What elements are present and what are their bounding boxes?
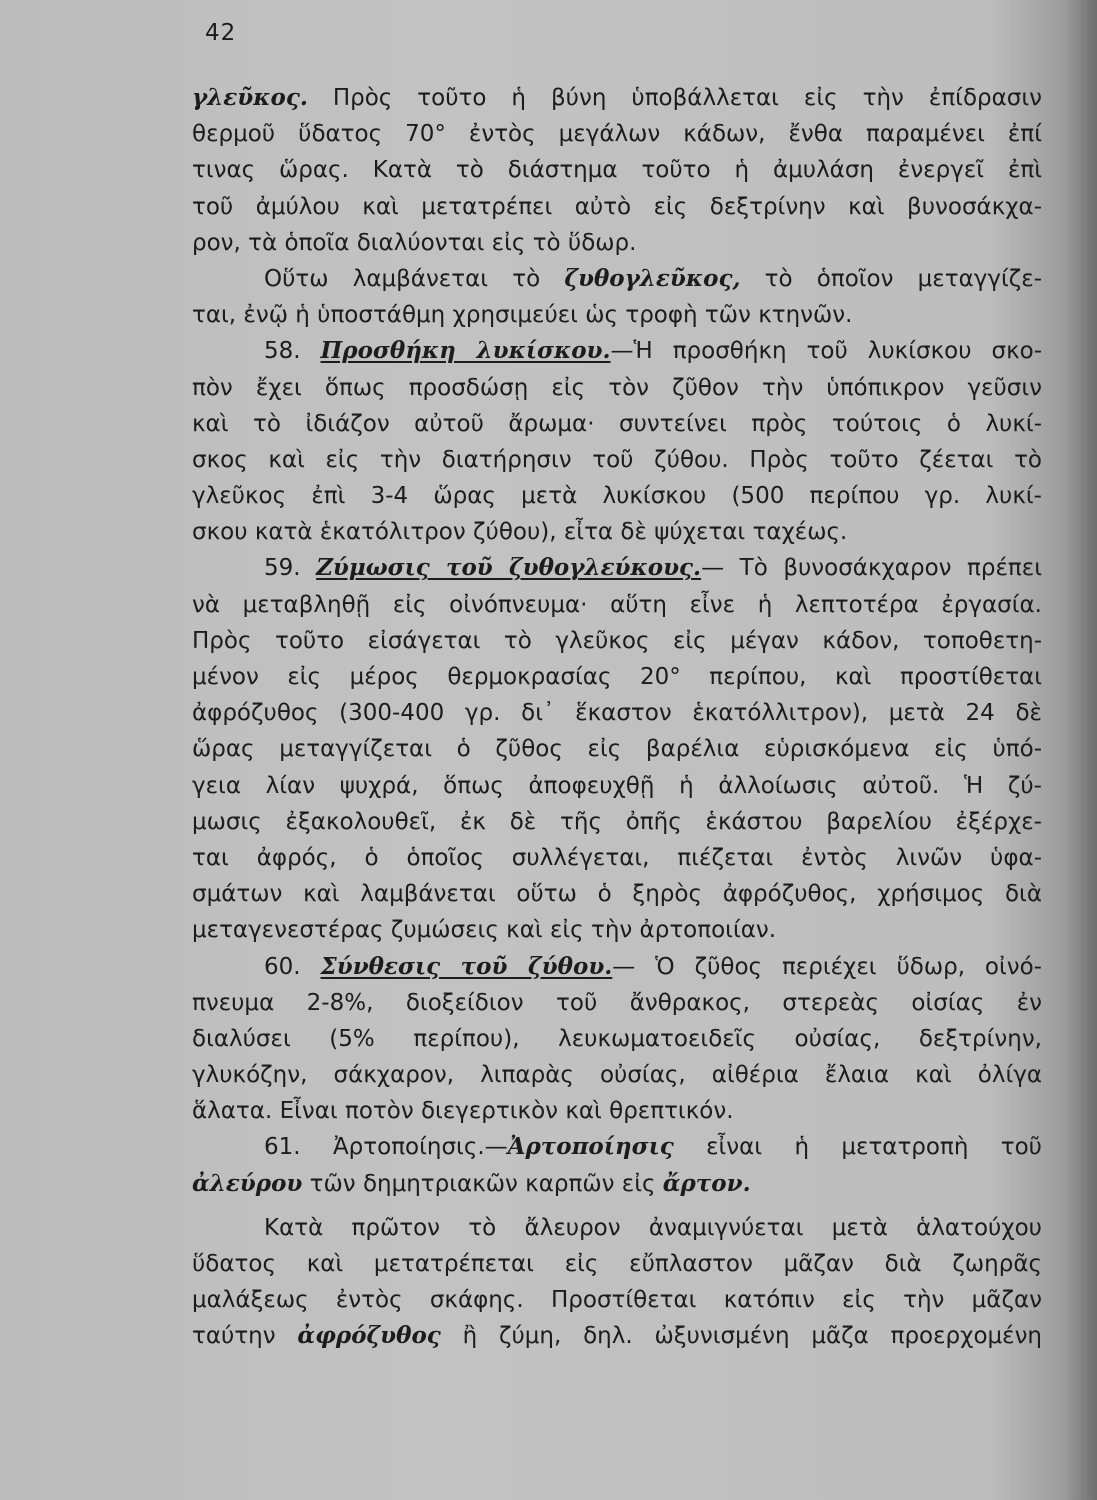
- text-run: θερμοῦ ὕδατος 70° ἐντὸς μεγάλων κάδων, ἔνθα παραμένει ἐπί: [192, 121, 1042, 148]
- text-run: μωσις ἐξακολουθεῖ, ἐκ δὲ τῆς ὀπῆς ἑκάστου βαρελίου ἐξέρχε-: [192, 808, 1042, 835]
- text-line: [192, 1210, 1042, 1246]
- emphasis-text: ἀλεύρου: [192, 1169, 303, 1197]
- text-run: ται ἀφρός, ὁ ὁποῖος συλλέγεται, πιέζεται ἐντὸς λινῶν ὑφα-: [192, 844, 1042, 871]
- text-run: τῶν δημητριακῶν καρπῶν εἰς: [302, 1170, 663, 1197]
- text-run: ρον, τὰ ὁποῖα διαλύονται εἰς τὸ ὕδωρ.: [192, 229, 637, 256]
- text-run: 58.: [264, 338, 321, 365]
- text-line: [192, 768, 1042, 804]
- text-line: [192, 1166, 1042, 1202]
- emphasis-text: ἀφρόζυθος: [297, 1322, 441, 1350]
- text-run: καὶ τὸ ἰδιάζον αὐτοῦ ἄρωμα· συντείνει πρὸς τούτοις ὁ λυκί-: [192, 410, 1042, 437]
- text-line: [192, 370, 1042, 406]
- body-text: [192, 80, 1042, 1355]
- text-run: σμάτων καὶ λαμβάνεται οὕτω ὁ ξηρὸς ἀφρόζυθος, χρήσιμος διὰ: [192, 881, 1042, 908]
- emphasis-text: Σύνθεσις τοῦ ζύθου.: [320, 952, 613, 980]
- text-line: [192, 550, 1042, 586]
- emphasis-text: ζυθογλεῦκος,: [564, 264, 741, 292]
- paragraph: [192, 333, 1042, 550]
- emphasis-text: Προσθήκη λυκίσκου.: [320, 337, 611, 365]
- paragraph: [192, 80, 1042, 261]
- paragraph: [192, 1210, 1042, 1355]
- page-number: 42: [205, 20, 237, 46]
- text-run: τοῦ ἀμύλου καὶ μετατρέπει αὐτὸ εἰς δεξτρίνην καὶ βυνοσάκχα-: [192, 193, 1042, 220]
- text-line: [192, 695, 1042, 731]
- text-run: σκος καὶ εἰς τὴν διατήρησιν τοῦ ζύθου. Πρὸς τοῦτο ζέεται τὸ: [192, 446, 1042, 473]
- text-run: ὥρας μεταγγίζεται ὁ ζῦθος εἰς βαρέλια εὑρισκόμενα εἰς ὑπό-: [192, 736, 1042, 763]
- text-run: Πρὸς τοῦτο εἰσάγεται τὸ γλεῦκος εἰς μέγαν κάδον, τοποθετη-: [192, 627, 1042, 654]
- text-line: [192, 261, 1042, 297]
- text-line: [192, 80, 1042, 116]
- text-line: [192, 1093, 1042, 1129]
- text-line: [192, 587, 1042, 623]
- text-run: Πρὸς τοῦτο ἡ βύνη ὑποβάλλεται εἰς τὴν ἐπίδρασιν: [307, 85, 1042, 111]
- text-line: [192, 949, 1042, 985]
- text-line: [192, 1246, 1042, 1282]
- text-run: ἢ ζύμη, δηλ. ὠξυνισμένη μᾶζα προερχομένη: [440, 1323, 1043, 1350]
- emphasis-text: ἄρτον.: [662, 1169, 751, 1197]
- emphasis-text: Ἀρτοποίησις: [507, 1133, 674, 1161]
- text-run: μεταγενεστέρας ζυμώσεις καὶ εἰς τὴν ἀρτοποιίαν.: [192, 917, 777, 944]
- text-line: [192, 478, 1042, 514]
- text-line: [192, 225, 1042, 261]
- text-line: [192, 659, 1042, 695]
- text-run: — Τὸ βυνοσάκχαρον πρέπει: [701, 555, 1042, 582]
- paragraph: [192, 550, 1042, 948]
- text-run: Οὕτω λαμβάνεται τὸ: [264, 265, 565, 292]
- text-line: [192, 1318, 1042, 1354]
- paragraph: [192, 1129, 1042, 1201]
- text-line: [192, 912, 1042, 948]
- text-run: ται, ἐνῷ ἡ ὑποστάθμη χρησιμεύει ὡς τροφὴ τῶν κτηνῶν.: [192, 302, 853, 329]
- text-run: μένον εἰς μέρος θερμοκρασίας 20° περίπου, καὶ προστίθεται: [192, 664, 1042, 690]
- text-line: [192, 442, 1042, 478]
- text-run: πνευμα 2-8%, διοξείδιον τοῦ ἄνθρακος, στερεὰς οἰσίας ἐν: [192, 989, 1042, 1016]
- text-line: [192, 152, 1042, 188]
- text-line: [192, 1282, 1042, 1318]
- text-run: ὕδατος καὶ μετατρέπεται εἰς εὔπλαστον μᾶζαν διὰ ζωηρᾶς: [192, 1251, 1042, 1277]
- text-line: [192, 623, 1042, 659]
- text-line: [192, 985, 1042, 1021]
- emphasis-text: γλεῦκος.: [192, 84, 308, 111]
- text-run: τὸ ὁποῖον μεταγγίζε-: [740, 265, 1042, 292]
- paragraph-gap: [192, 1202, 1042, 1210]
- text-line: [192, 876, 1042, 912]
- text-run: 60.: [264, 953, 321, 980]
- text-line: [192, 804, 1042, 840]
- paragraph: [192, 949, 1042, 1130]
- text-run: πὸν ἔχει ὅπως προσδώσῃ εἰς τὸν ζῦθον τὴν ὑπόπικρον γεῦσιν: [192, 374, 1042, 401]
- text-line: [192, 189, 1042, 225]
- text-run: — Ὁ ζῦθος περιέχει ὕδωρ, οἰνό-: [612, 953, 1042, 980]
- text-run: νὰ μεταβληθῇ εἰς οἰνόπνευμα· αὕτη εἶνε ἡ λεπτοτέρα ἐργασία.: [192, 591, 1042, 618]
- text-line: [192, 514, 1042, 550]
- text-run: μαλάξεως ἐντὸς σκάφης. Προστίθεται κατόπιν εἰς τὴν μᾶζαν: [192, 1287, 1042, 1314]
- text-run: γλεῦκος ἐπὶ 3-4 ὥρας μετὰ λυκίσκου (500 περίπου γρ. λυκί-: [192, 483, 1042, 510]
- text-run: Κατὰ πρῶτον τὸ ἄλευρον ἀναμιγνύεται μετὰ ἁλατούχου: [264, 1214, 1042, 1241]
- text-line: [192, 1021, 1042, 1057]
- text-run: διαλύσει (5% περίπου), λευκωματοειδεῖς οὐσίας, δεξτρίνην,: [192, 1025, 1042, 1052]
- text-run: γεια λίαν ψυχρά, ὅπως ἀποφευχθῇ ἡ ἀλλοίωσις αὐτοῦ. Ἡ ζύ-: [192, 772, 1042, 799]
- text-run: ἀφρόζυθος (300-400 γρ. δι᾽ ἕκαστον ἑκατόλλιτρον), μετὰ 24 δὲ: [192, 700, 1042, 727]
- text-run: ἅλατα. Εἶναι ποτὸν διεγερτικὸν καὶ θρεπτικόν.: [192, 1098, 734, 1125]
- text-run: 61. Ἀρτοποίησις.—: [264, 1134, 508, 1161]
- paragraph: [192, 261, 1042, 333]
- text-line: [192, 1057, 1042, 1093]
- text-run: 59.: [264, 555, 317, 582]
- text-line: [192, 116, 1042, 152]
- text-line: [192, 297, 1042, 333]
- text-run: ταύτην: [192, 1323, 298, 1350]
- text-line: [192, 333, 1042, 369]
- text-run: γλυκόζην, σάκχαρον, λιπαρὰς οὐσίας, αἰθέρια ἔλαια καὶ ὀλίγα: [192, 1062, 1042, 1089]
- text-run: —Ἡ προσθήκη τοῦ λυκίσκου σκο-: [610, 338, 1042, 365]
- text-line: [192, 840, 1042, 876]
- text-run: τινας ὥρας. Κατὰ τὸ διάστημα τοῦτο ἡ ἀμυλάση ἐνεργεῖ ἐπὶ: [192, 157, 1042, 184]
- text-line: [192, 406, 1042, 442]
- text-line: [192, 731, 1042, 767]
- text-line: [192, 1129, 1042, 1165]
- text-run: σκου κατὰ ἑκατόλιτρον ζύθου), εἶτα δὲ ψύχεται ταχέως.: [192, 519, 848, 546]
- emphasis-text: Ζύμωσις τοῦ ζυθογλεύκους.: [316, 554, 702, 582]
- text-run: εἶναι ἡ μετατροπὴ τοῦ: [673, 1134, 1042, 1161]
